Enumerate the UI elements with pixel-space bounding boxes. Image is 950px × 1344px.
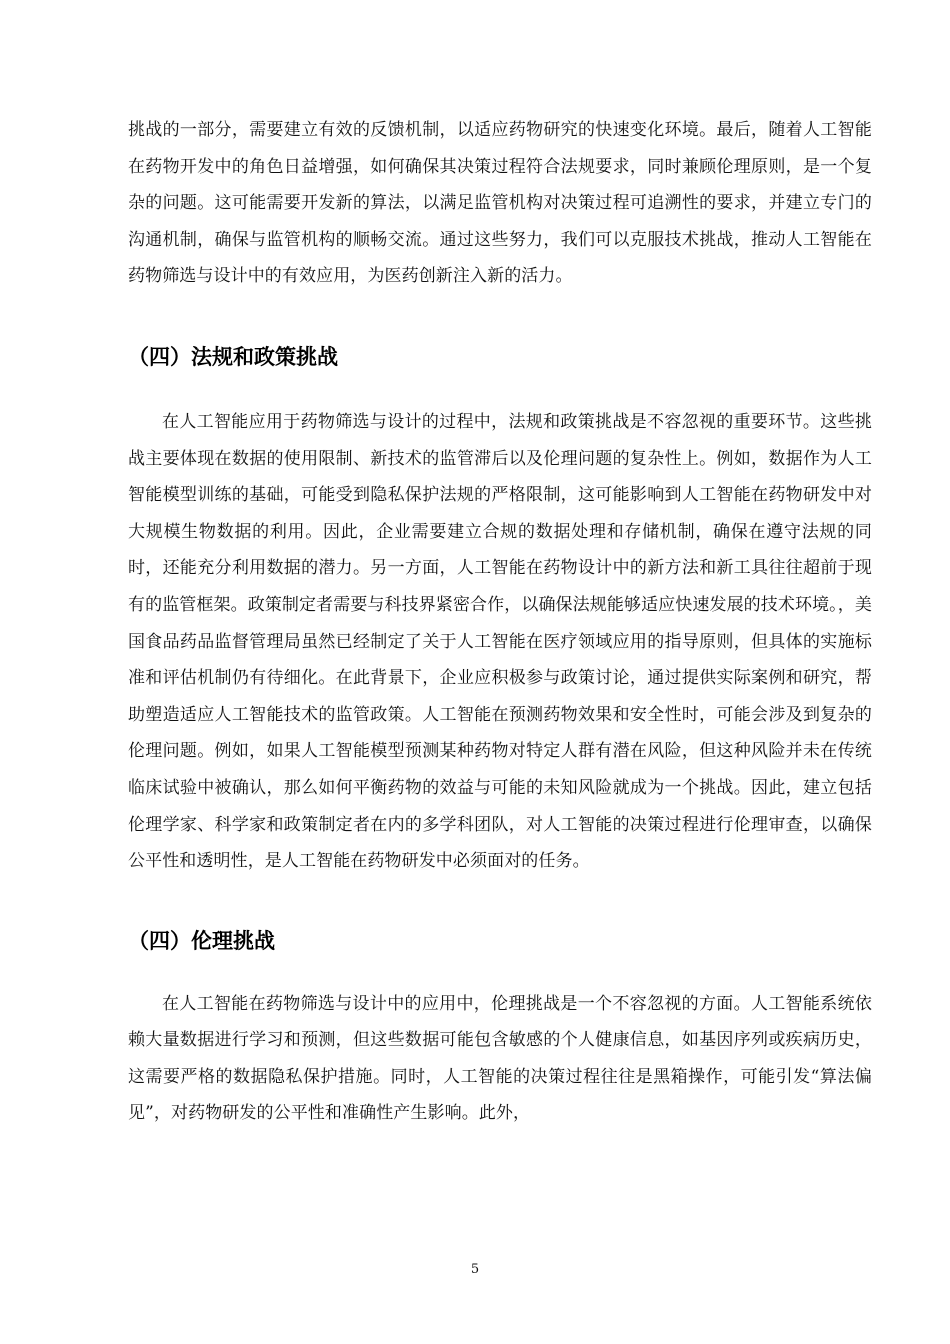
page-number: 5: [470, 1262, 480, 1277]
continued-paragraph: 挑战的一部分，需要建立有效的反馈机制，以适应药物研究的快速变化环境。最后，随着人工智能在药物开发中的角色日益增强，如何确保其决策过程符合法规要求，同时兼顾伦理原则，是一个复杂的问题。这可能需要开发新的算法，以满足监管机构对决策过程可追溯性的要求，并建立专门的沟通机制，确保与监管机构的顺畅交流。通过这些努力，我们可以克服技术挑战，推动人工智能在药物筛选与设计中的有效应用，为医药创新注入新的活力。: [128, 120, 872, 287]
page-content: [128, 112, 872, 1132]
section-heading-ethics: （四）伦理挑战: [128, 928, 275, 953]
section-paragraph-ethics: 在人工智能在药物筛选与设计中的应用中，伦理挑战是一个不容忽视的方面。人工智能系统依赖大量数据进行学习和预测，但这些数据可能包含敏感的个人健康信息，如基因序列或疾病历史，这需要严格的数据隐私保护措施。同时，人工智能的决策过程往往是黑箱操作，可能引发“算法偏见”，对药物研发的公平性和准确性产生影响。此外，: [128, 993, 872, 1124]
section-paragraph-regulatory-policy: 在人工智能应用于药物筛选与设计的过程中，法规和政策挑战是不容忽视的重要环节。这些挑战主要体现在数据的使用限制、新技术的监管滞后以及伦理问题的复杂性上。例如，数据作为人工智能模型训练的基础，可能受到隐私保护法规的严格限制，这可能影响到人工智能在药物研发中对大规模生物数据的利用。因此，企业需要建立合规的数据处理和存储机制，确保在遵守法规的同时，还能充分利用数据的潜力。另一方面，人工智能在药物设计中的新方法和新工具往往超前于现有的监管框架。政策制定者需要与科技界紧密合作，以确保法规能够适应快速发展的技术环境。，美国食品药品监督管理局虽然已经制定了关于人工智能在医疗领域应用的指导原则，但具体的实施标准和评估机制仍有待细化。在此背景下，企业应积极参与政策讨论，通过提供实际案例和研究，帮助塑造适应人工智能技术的监管政策。人工智能在预测药物效果和安全性时，可能会涉及到复杂的伦理问题。例如，如果人工智能模型预测某种药物对特定人群有潜在风险，但这种风险并未在传统临床试验中被确认，那么如何平衡药物的效益与可能的未知风险就成为一个挑战。因此，建立包括伦理学家、科学家和政策制定者在内的多学科团队，对人工智能的决策过程进行伦理审查，以确保公平性和透明性，是人工智能在药物研发中必须面对的任务。: [128, 411, 872, 872]
section-heading-regulatory-policy: （四）法规和政策挑战: [128, 344, 338, 369]
